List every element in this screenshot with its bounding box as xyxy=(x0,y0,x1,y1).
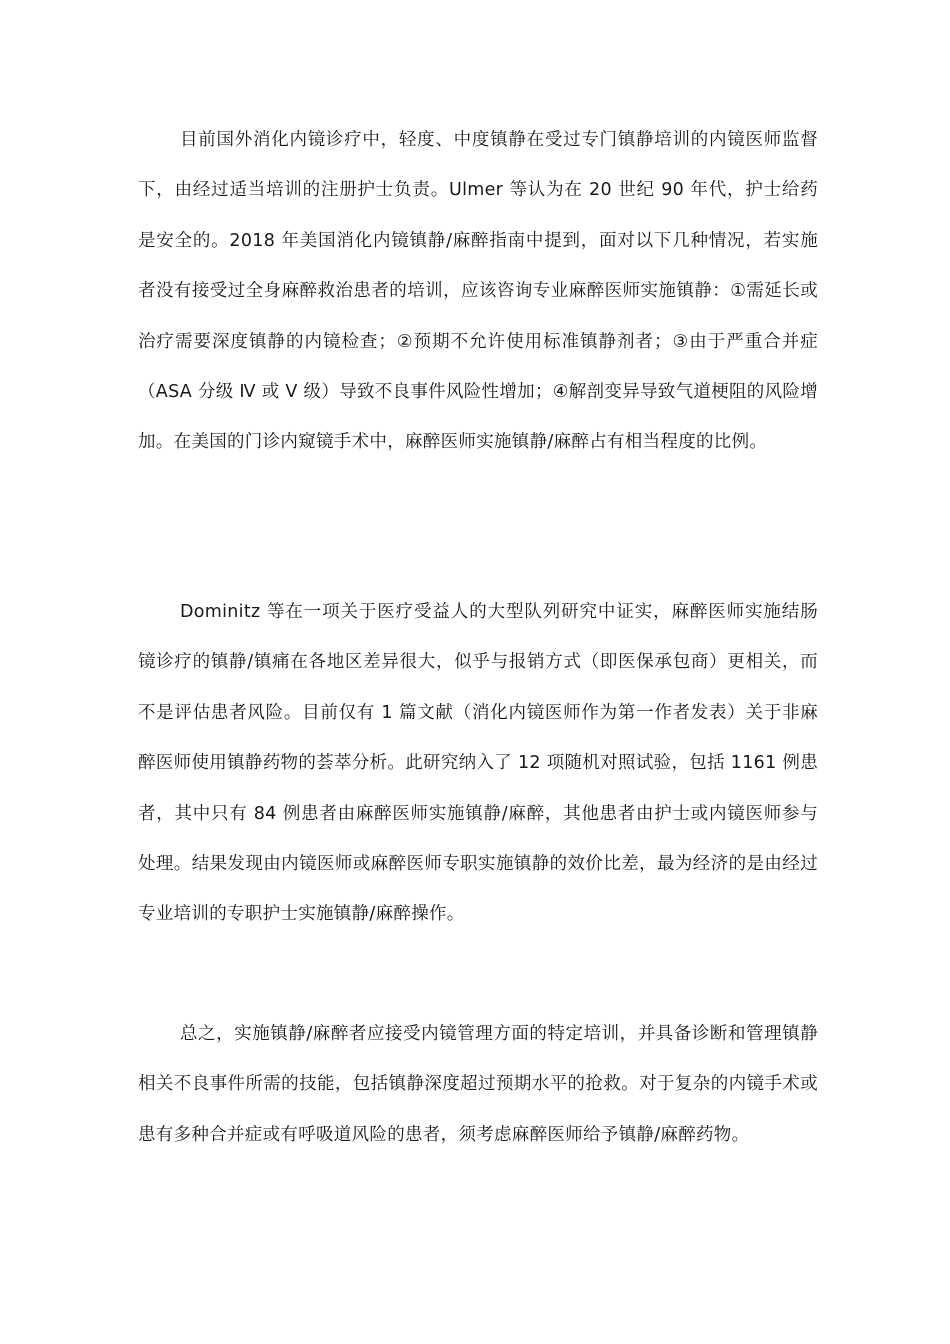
body-paragraph: 目前国外消化内镜诊疗中，轻度、中度镇静在受过专门镇静培训的内镜医师监督下，由经过适当培训的注册护士负责。Ulmer 等认为在 20 世纪 90 年代，护士给药是安全的。2018 年美国消化内镜镇静/麻醉指南中提到，面对以下几种情况，若实施者没有接受过全身麻醉救治患者的培训，应该咨询专业麻醉医师实施镇静：①需延长或治疗需要深度镇静的内镜检查；②预期不允许使用标准镇静剂者；③由于严重合并症（ASA 分级 Ⅳ 或 Ⅴ 级）导致不良事件风险性增加；④解剖变异导致气道梗阻的风险增加。在美国的门诊内窥镜手术中，麻醉医师实施镇静/麻醉占有相当程度的比例。 xyxy=(138,130,818,453)
body-paragraph: 总之，实施镇静/麻醉者应接受内镜管理方面的特定培训，并具备诊断和管理镇静相关不良事件所需的技能，包括镇静深度超过预期水平的抢救。对于复杂的内镜手术或患有多种合并症或有呼吸道风险的患者，须考虑麻醉医师给予镇静/麻醉药物。 xyxy=(138,1024,818,1145)
body-paragraph: Dominitz 等在一项关于医疗受益人的大型队列研究中证实，麻醉医师实施结肠镜诊疗的镇静/镇痛在各地区差异很大，似乎与报销方式（即医保承包商）更相关，而不是评估患者风险。目前仅有 1 篇文献（消化内镜医师作为第一作者发表）关于非麻醉医师使用镇静药物的荟萃分析。此研究纳入了 12 项随机对照试验，包括 1161 例患者，其中只有 84 例患者由麻醉医师实施镇静/麻醉，其他患者由护士或内镜医师参与处理。结果发现由内镜医师或麻醉医师专职实施镇静的效价比差，最为经济的是由经过专业培训的专职护士实施镇静/麻醉操作。 xyxy=(138,602,818,925)
